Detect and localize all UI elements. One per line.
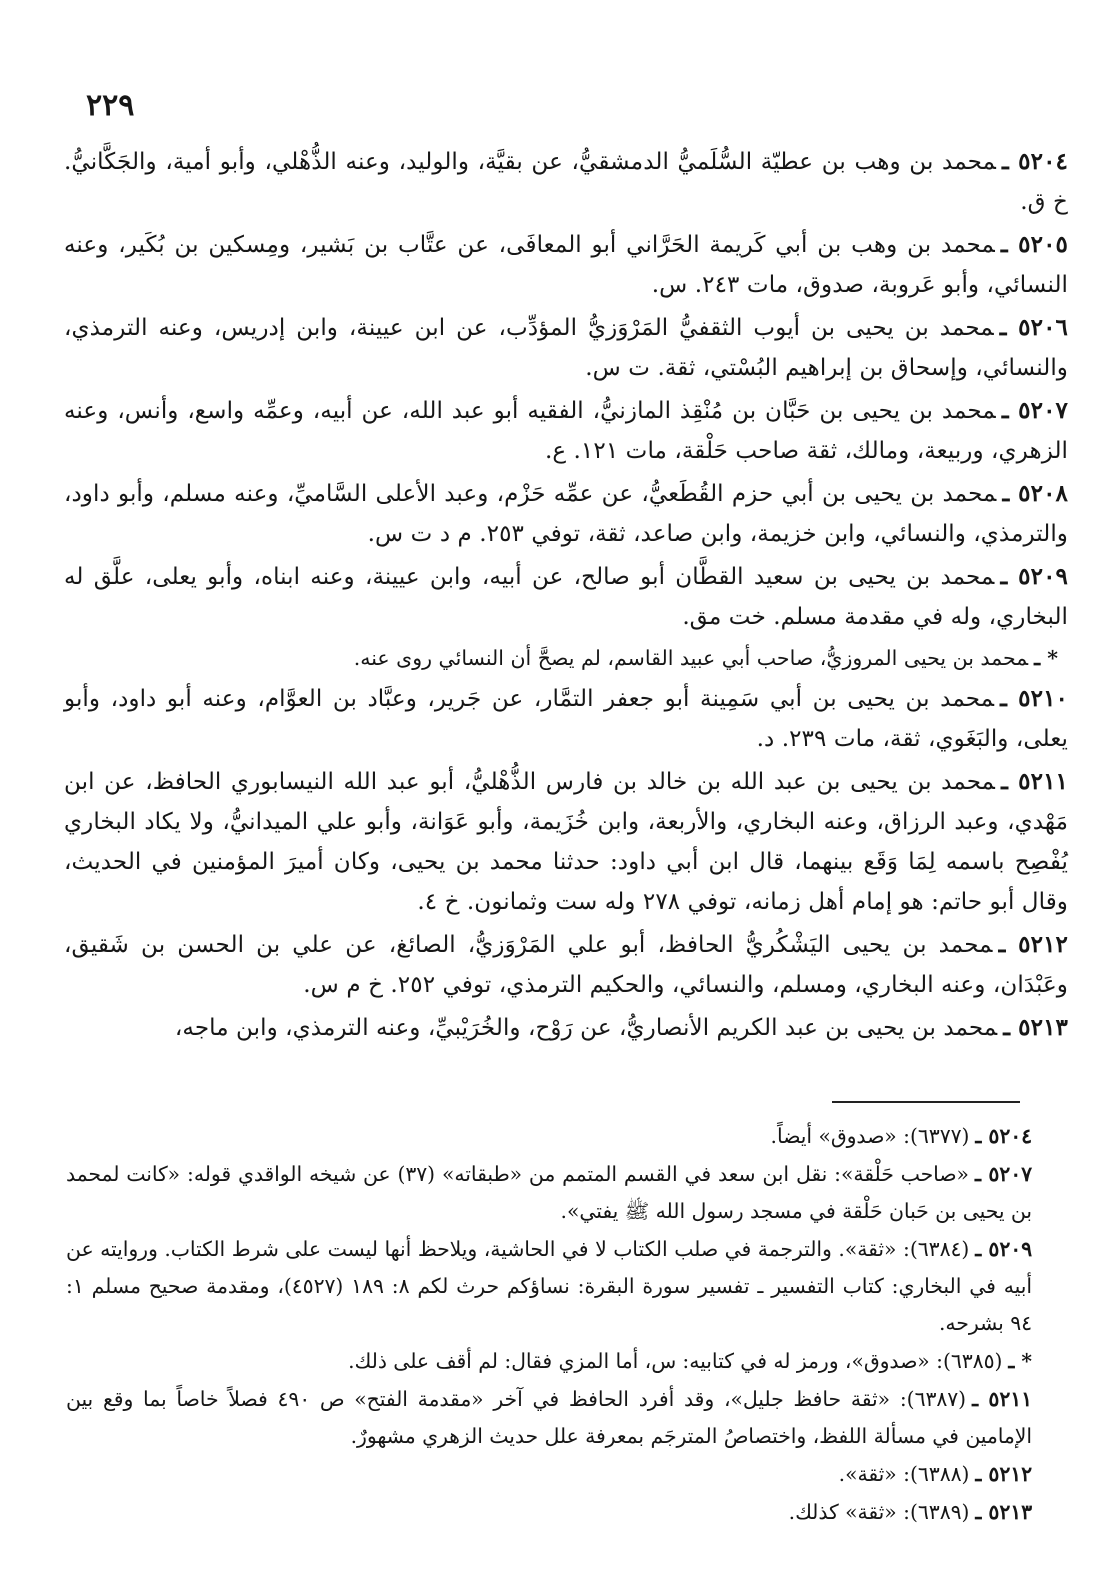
footnote xyxy=(66,1231,1032,1342)
footnote-number: ٥٢١٣ ـ xyxy=(975,1500,1032,1524)
biography-entry xyxy=(64,925,1068,1005)
footnote-number: ٥٢١١ ـ xyxy=(972,1387,1032,1411)
entry-number: ٥٢٠٩ ـ xyxy=(1000,563,1068,590)
entry-number: ٥٢٠٧ ـ xyxy=(1001,397,1068,424)
entry-number: ٥٢١٢ ـ xyxy=(998,931,1068,958)
footnote-number: ٥٢٠٧ ـ xyxy=(974,1162,1032,1186)
entry-number: * ـ xyxy=(1034,646,1058,670)
entry-text: محمد بن يحيى بن عبد الكريم الأنصاريُّ، عن رَوْح، والخُرَيْبيِّ، وعنه الترمذي، وابن ماجه، xyxy=(174,1014,998,1041)
biography-entry xyxy=(64,762,1068,922)
footnote-number: ٥٢٠٤ ـ xyxy=(975,1124,1032,1148)
biography-entry xyxy=(64,225,1068,305)
footnote-number: ٥٢٠٩ ـ xyxy=(975,1237,1032,1261)
biography-entry xyxy=(64,679,1068,759)
entry-text: محمد بن يحيى بن أيوب الثقفيُّ المَرْوَزيُّ المؤدِّب، عن ابن عيينة، وابن إدريس، وعنه الترمذي، والنسائي، وإسحاق بن إبراهيم البُسْتي، ثقة. ت س. xyxy=(64,314,1068,381)
footnotes xyxy=(66,1118,1032,1532)
biography-entry xyxy=(64,308,1068,388)
entry-text: محمد بن يحيى بن أبي حزم القُطَعيُّ، عن عمِّه حَزْم، وعبد الأعلى السَّاميِّ، وعنه مسلم، وأبو داود، والترمذي، والنسائي، وابن خزيمة، وابن صاعد، ثقة، توفي ٢٥٣. م د ت س. xyxy=(64,480,1068,547)
footnote-separator xyxy=(832,1101,1020,1103)
entry-number: ٥٢٠٥ ـ xyxy=(1000,231,1068,258)
entry-number: ٥٢٠٨ ـ xyxy=(1002,480,1068,507)
entry-number: ٥٢١٠ ـ xyxy=(1000,685,1068,712)
entry-text: محمد بن يحيى بن حَبَّان بن مُنْقِذ المازنيُّ، الفقيه أبو عبد الله، عن أبيه، وعمِّه واسع، وأنس، وعنه الزهري، وربيعة، ومالك، ثقة صاحب حَلْقة، مات ١٢١. ع. xyxy=(64,397,1068,464)
entry-text: محمد بن يحيى المروزيُّ، صاحب أبي عبيد القاسم، لم يصحَّ أن النسائي روى عنه. xyxy=(353,646,1029,670)
entry-note xyxy=(64,640,1068,676)
entry-number: ٥٢٠٤ ـ xyxy=(1002,148,1068,175)
footnote-number: * ـ xyxy=(1008,1349,1032,1373)
entry-number: ٥٢٠٦ ـ xyxy=(999,314,1068,341)
entry-text: محمد بن يحيى بن سعيد القطَّان أبو صالح، عن أبيه، وابن عيينة، وعنه ابناه، وأبو يعلى، علَّق له البخاري، وله في مقدمة مسلم. خت مق. xyxy=(64,563,1068,630)
footnote xyxy=(66,1494,1032,1531)
footnote xyxy=(66,1381,1032,1455)
footnote xyxy=(66,1156,1032,1230)
entry-text: محمد بن وهب بن أبي كَريمة الحَرَّاني أبو المعافَى، عن عتَّاب بن بَشير، ومِسكين بن بُكَير، وعنه النسائي، وأبو عَروبة، صدوق، مات ٢٤٣. س. xyxy=(64,231,1068,298)
entry-text: محمد بن يحيى بن عبد الله بن خالد بن فارس الذُّهْليُّ، أبو عبد الله النيسابوري الحافظ، عن ابن مَهْدي، وعبد الرزاق، وعنه البخاري، والأربعة، وابن خُزَيمة، وأبو عَوَانة، وأبو علي الميدانيُّ، ولا يكاد البخاري يُفْصِح باسمه لِمَا وَقَع بينهما، قال ابن أبي داود: حدثنا محمد بن يحيى، وكان أميرَ المؤمنين في الحديث، وقال أبو حاتم: هو إمام أهل زمانه، توفي ٢٧٨ وله ست وثمانون. خ ٤. xyxy=(64,768,1068,915)
biography-entry xyxy=(64,391,1068,471)
page-number: ٢٢٩ xyxy=(86,88,135,123)
footnote xyxy=(66,1343,1032,1380)
biography-entries xyxy=(64,142,1068,1051)
footnote xyxy=(66,1118,1032,1155)
biography-entry xyxy=(64,557,1068,637)
footnote-number: ٥٢١٢ ـ xyxy=(975,1462,1032,1486)
footnote-text: (٦٣٨٥): «صدوق»، ورمز له في كتابيه: س، أما المزي فقال: لم أقف على ذلك. xyxy=(348,1349,1003,1373)
footnote-text: (٦٣٨٧): «ثقة حافظ جليل»، وقد أفرد الحافظ في آخر «مقدمة الفتح» ص ٤٩٠ فصلاً خاصاً بما وقع بين الإمامين في مسألة اللفظ، واختصاصُ المترجَم بمعرفة علل حديث الزهري مشهورٌ. xyxy=(66,1387,1032,1448)
entry-text: محمد بن وهب بن عطيّة السُّلَميُّ الدمشقيُّ، عن بقيَّة، والوليد، وعنه الذُّهْلي، وأبو أمية، والجَكَّانيُّ. خ ق. xyxy=(64,148,1068,215)
footnote xyxy=(66,1456,1032,1493)
biography-entry xyxy=(64,1008,1068,1048)
entry-number: ٥٢١٣ ـ xyxy=(1003,1014,1068,1041)
entry-text: محمد بن يحيى بن أبي سَمِينة أبو جعفر التمَّار، عن جَرير، وعبَّاد بن العوَّام، وعنه أبو داود، وأبو يعلى، والبَغَوي، ثقة، مات ٢٣٩. د. xyxy=(64,685,1068,752)
biography-entry xyxy=(64,474,1068,554)
biography-entry xyxy=(64,142,1068,222)
footnote-text: (٦٣٨٤): «ثقة». والترجمة في صلب الكتاب لا في الحاشية، ويلاحظ أنها ليست على شرط الكتاب. وروايته عن أبيه في البخاري: كتاب التفسير ـ تفسير سورة البقرة: نساؤكم حرث لكم ٨: ١٨٩ (٤٥٢٧)، ومقدمة صحيح مسلم ١: ٩٤ بشرحه. xyxy=(66,1237,1032,1335)
entry-text: محمد بن يحيى اليَشْكُريُّ الحافظ، أبو علي المَرْوَزيُّ، الصائغ، عن علي بن الحسن بن شَقيق، وعَبْدَان، وعنه البخاري، ومسلم، والنسائي، والحكيم الترمذي، توفي ٢٥٢. خ م س. xyxy=(64,931,1068,998)
footnote-text: (٦٣٧٧): «صدوق» أيضاً. xyxy=(770,1124,970,1148)
footnote-text: (٦٣٨٩): «ثقة» كذلك. xyxy=(788,1500,970,1524)
footnote-text: (٦٣٨٨): «ثقة». xyxy=(838,1462,970,1486)
entry-number: ٥٢١١ ـ xyxy=(1001,768,1068,795)
footnote-text: «صاحب حَلْقة»: نقل ابن سعد في القسم المتمم من «طبقاته» (٣٧) عن شيخه الواقدي قوله: «كانت لمحمد بن يحيى بن حَبان حَلْقة في مسجد رسول الله ﷺ يفتي». xyxy=(66,1162,1032,1223)
